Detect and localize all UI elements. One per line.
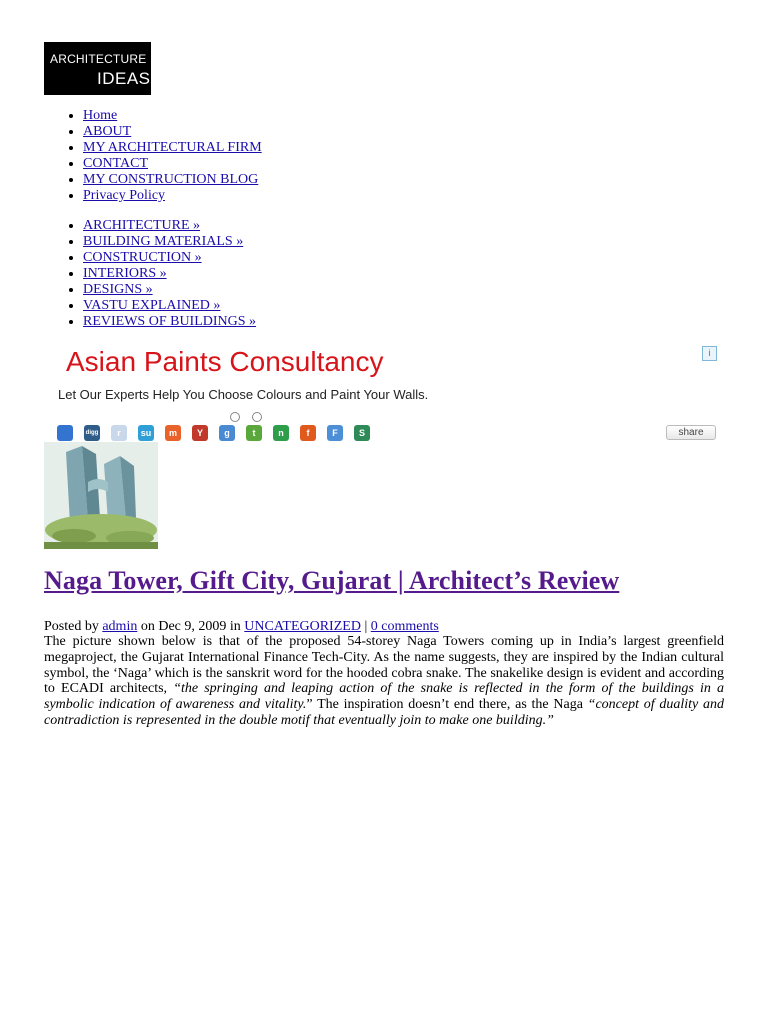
google-icon[interactable]: g <box>219 425 235 441</box>
nav-link-privacy-policy[interactable]: Privacy Policy <box>83 188 166 203</box>
category-link-building-materials[interactable]: BUILDING MATERIALS » <box>83 234 244 249</box>
digg-icon[interactable]: digg <box>84 425 100 441</box>
share-button[interactable]: share <box>666 425 716 440</box>
stumbleupon-icon[interactable]: su <box>138 425 154 441</box>
nav-link-architectural-firm[interactable]: MY ARCHITECTURAL FIRM <box>83 140 262 155</box>
ad-title[interactable]: Asian Paints Consultancy <box>66 346 384 377</box>
logo-line-1: ARCHITECTURE <box>50 52 147 66</box>
tower-rendering-illustration <box>44 442 158 549</box>
category-menu-item <box>83 218 256 234</box>
pages-menu-item <box>83 172 262 188</box>
category-menu-item <box>83 282 256 298</box>
ad-dot[interactable] <box>230 412 240 422</box>
ad-banner[interactable] <box>44 340 724 410</box>
nav-link-about[interactable]: ABOUT <box>83 124 132 139</box>
category-menu-item <box>83 266 256 282</box>
nav-link-contact[interactable]: CONTACT <box>83 156 148 171</box>
newsvine-icon[interactable]: n <box>273 425 289 441</box>
post-body-text-2: ” The inspiration doesn’t end there, as the Naga <box>306 697 588 713</box>
category-link-designs[interactable]: DESIGNS » <box>83 282 153 297</box>
category-link-architecture[interactable]: ARCHITECTURE » <box>83 218 201 233</box>
meta-separator: | <box>364 619 368 634</box>
furl-icon[interactable]: f <box>300 425 316 441</box>
ad-dot[interactable] <box>252 412 262 422</box>
mixx-icon[interactable]: m <box>165 425 181 441</box>
logo-line-2: IDEAS <box>97 69 151 88</box>
date-prefix: on <box>140 619 155 634</box>
category-menu-item <box>83 250 256 266</box>
category-link-reviews-of-buildings[interactable]: REVIEWS OF BUILDINGS » <box>83 314 257 329</box>
category-menu-item <box>83 314 256 330</box>
comments-link[interactable]: 0 comments <box>370 619 439 634</box>
categories-menu <box>44 218 256 330</box>
post-date: Dec 9, 2009 <box>158 619 227 634</box>
category-link-interiors[interactable]: INTERIORS » <box>83 266 167 281</box>
nav-link-home[interactable]: Home <box>83 108 118 123</box>
category-menu-item <box>83 234 256 250</box>
post-title-link[interactable]: Naga Tower, Gift City, Gujarat | Architect’s Review <box>44 566 620 595</box>
in-label: in <box>229 619 241 634</box>
ad-info-icon[interactable]: i <box>702 346 717 361</box>
pages-menu-item <box>83 124 262 140</box>
site-logo[interactable] <box>44 42 151 95</box>
post-body <box>44 634 724 729</box>
reddit-icon[interactable]: r <box>111 425 127 441</box>
post-body-text-1: The picture shown below is that of the proposed 54-storey Naga Towers coming up in India’s largest greenfield megaproject, the Gujarat International Finance Tech-City. As the name suggests, they are inspired by the Indian cultural symbol, the ‘Naga’ which is the sanskrit word for the hooded cobra snake. The snakelike design is evident and according to ECADI architects, <box>44 634 724 697</box>
category-link[interactable]: UNCATEGORIZED <box>244 619 361 634</box>
friendfeed-icon[interactable]: F <box>327 425 343 441</box>
posted-by-label: Posted by <box>44 619 99 634</box>
pages-menu-item <box>83 156 262 172</box>
post-quote-2: “concept of duality and contradiction is represented in the double motif that eventually join to make one building.” <box>44 697 724 728</box>
pages-menu-item <box>83 140 262 156</box>
delicious-icon[interactable] <box>57 425 73 441</box>
pages-menu <box>44 108 262 204</box>
ad-subtitle[interactable]: Let Our Experts Help You Choose Colours and Paint Your Walls. <box>58 387 429 402</box>
category-link-construction[interactable]: CONSTRUCTION » <box>83 250 202 265</box>
category-menu-item <box>83 298 256 314</box>
post-quote-1: “the springing and leaping action of the snake is reflected in the form of the buildings in a symbolic indication of awareness and vitality. <box>44 681 725 713</box>
category-link-vastu-explained[interactable]: VASTU EXPLAINED » <box>83 298 221 313</box>
yahoo-icon[interactable]: Y <box>192 425 208 441</box>
post-meta <box>44 619 439 635</box>
technorati-icon[interactable]: t <box>246 425 262 441</box>
author-link[interactable]: admin <box>102 619 138 634</box>
slashdot-icon[interactable]: S <box>354 425 370 441</box>
post-title <box>44 566 619 596</box>
pages-menu-item <box>83 108 262 124</box>
post-thumbnail-image[interactable] <box>44 442 158 549</box>
pages-menu-item <box>83 188 262 204</box>
nav-link-construction-blog[interactable]: MY CONSTRUCTION BLOG <box>83 172 259 187</box>
